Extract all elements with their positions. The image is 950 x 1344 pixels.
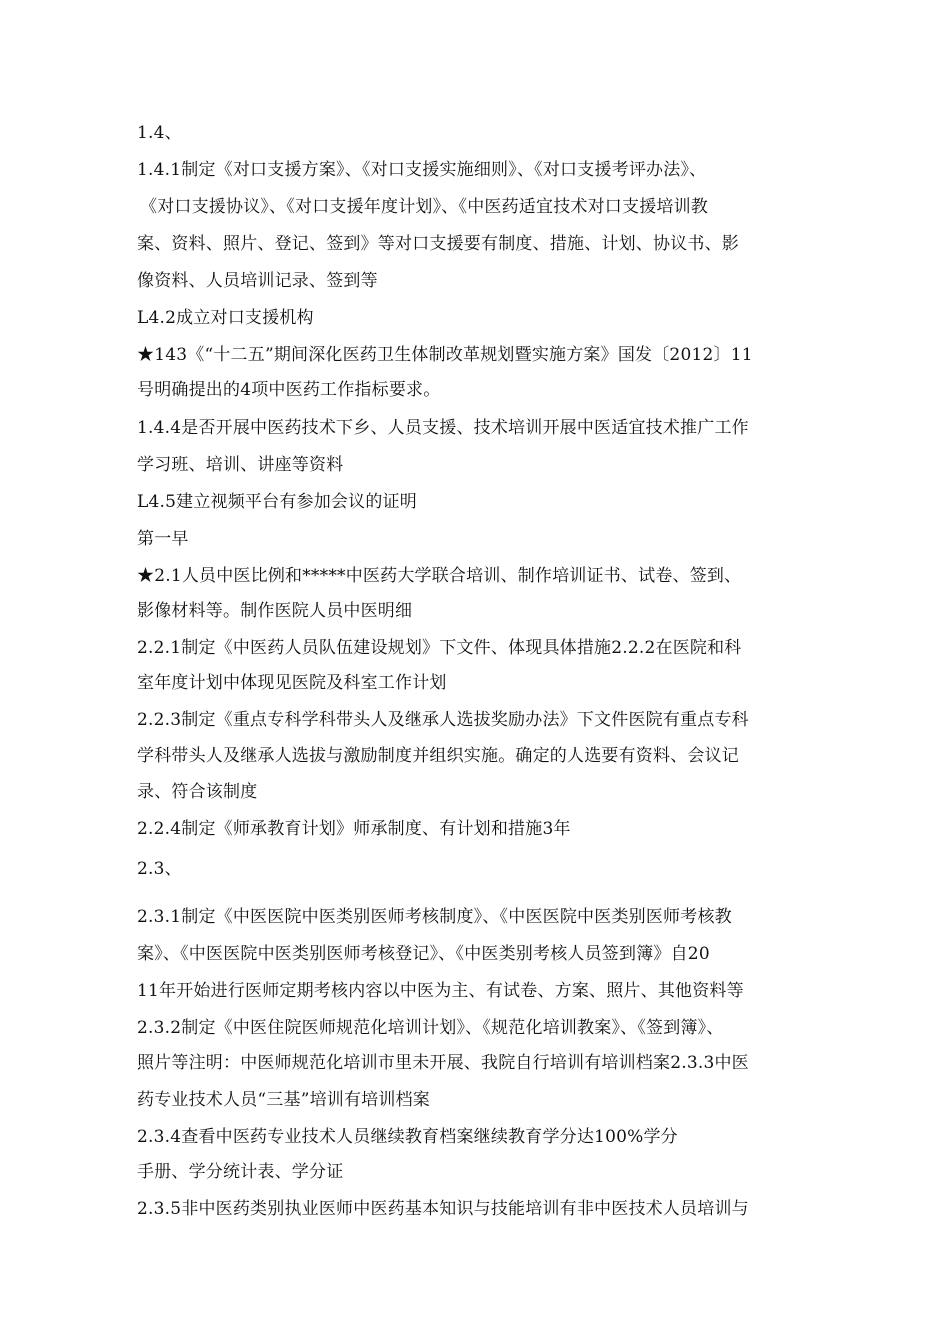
text-line: 《对口支援协议》、《对口支援年度计划》、《中医药适宜技术对口支援培训教 bbox=[140, 197, 708, 217]
text-line: 11年开始进行医师定期考核内容以中医为主、有试卷、方案、照片、其他资料等 bbox=[137, 981, 744, 1001]
text-line: 1.4.4是否开展中医药技术下乡、人员支援、技术培训开展中医适宜技术推广工作 bbox=[137, 418, 749, 438]
text-line: 学习班、培训、讲座等资料 bbox=[137, 455, 344, 475]
text-line: 2.2.4制定《师承教育计划》师承制度、有计划和措施3年 bbox=[137, 819, 571, 839]
text-line: 手册、学分统计表、学分证 bbox=[137, 1162, 344, 1182]
text-line: 2.3、 bbox=[137, 859, 182, 879]
text-line: 像资料、人员培训记录、签到等 bbox=[137, 271, 378, 291]
text-line: 1.4、 bbox=[137, 123, 182, 143]
text-line: 第一早 bbox=[137, 529, 189, 549]
text-line: 案》、《中医医院中医类别医师考核登记》、《中医类别考核人员签到簿》自20 bbox=[137, 944, 710, 964]
text-line: 2.2.1制定《中医药人员队伍建设规划》下文件、体现具体措施2.2.2在医院和科 bbox=[137, 638, 742, 658]
text-line: 2.3.5非中医药类别执业医师中医药基本知识与技能培训有非中医技术人员培训与 bbox=[137, 1199, 749, 1219]
text-line: ★2.1人员中医比例和*****中医药大学联合培训、制作培训证书、试卷、签到、 bbox=[137, 566, 742, 586]
text-line: ★143《“十二五”期间深化医药卫生体制改革规划暨实施方案》国发〔2012〕11 bbox=[137, 345, 753, 365]
text-line: L4.2成立对口支援机构 bbox=[137, 308, 314, 328]
text-line: 2.3.1制定《中医医院中医类别医师考核制度》、《中医医院中医类别医师考核教 bbox=[137, 907, 732, 927]
text-line: 案、资料、照片、登记、签到》等对口支援要有制度、措施、计划、协议书、影 bbox=[137, 234, 739, 254]
text-line: 录、符合该制度 bbox=[137, 782, 258, 802]
text-line: 1.4.1制定《对口支援方案》、《对口支援实施细则》、《对口支援考评办法》、 bbox=[137, 160, 707, 180]
text-line: 室年度计划中体现见医院及科室工作计划 bbox=[137, 673, 447, 693]
text-line: 2.3.4查看中医药专业技术人员继续教育档案继续教育学分达100%学分 bbox=[137, 1127, 678, 1147]
text-line: L4.5建立视频平台有参加会议的证明 bbox=[137, 492, 417, 512]
text-line: 影像材料等。制作医院人员中医明细 bbox=[137, 601, 413, 621]
text-line: 药专业技术人员“三基”培训有培训档案 bbox=[137, 1090, 430, 1110]
text-line: 学科带头人及继承人选拔与激励制度并组织实施。确定的人选要有资料、会议记 bbox=[137, 746, 739, 766]
text-line: 照片等注明：中医师规范化培训市里未开展、我院自行培训有培训档案2.3.3中医 bbox=[137, 1053, 749, 1073]
text-line: 号明确提出的4项中医药工作指标要求。 bbox=[137, 380, 441, 400]
text-line: 2.2.3制定《重点专科学科带头人及继承人选拔奖励办法》下文件医院有重点专科 bbox=[137, 710, 749, 730]
text-line: 2.3.2制定《中医住院医师规范化培训计划》、《规范化培训教案》、《签到簿》、 bbox=[137, 1018, 724, 1038]
